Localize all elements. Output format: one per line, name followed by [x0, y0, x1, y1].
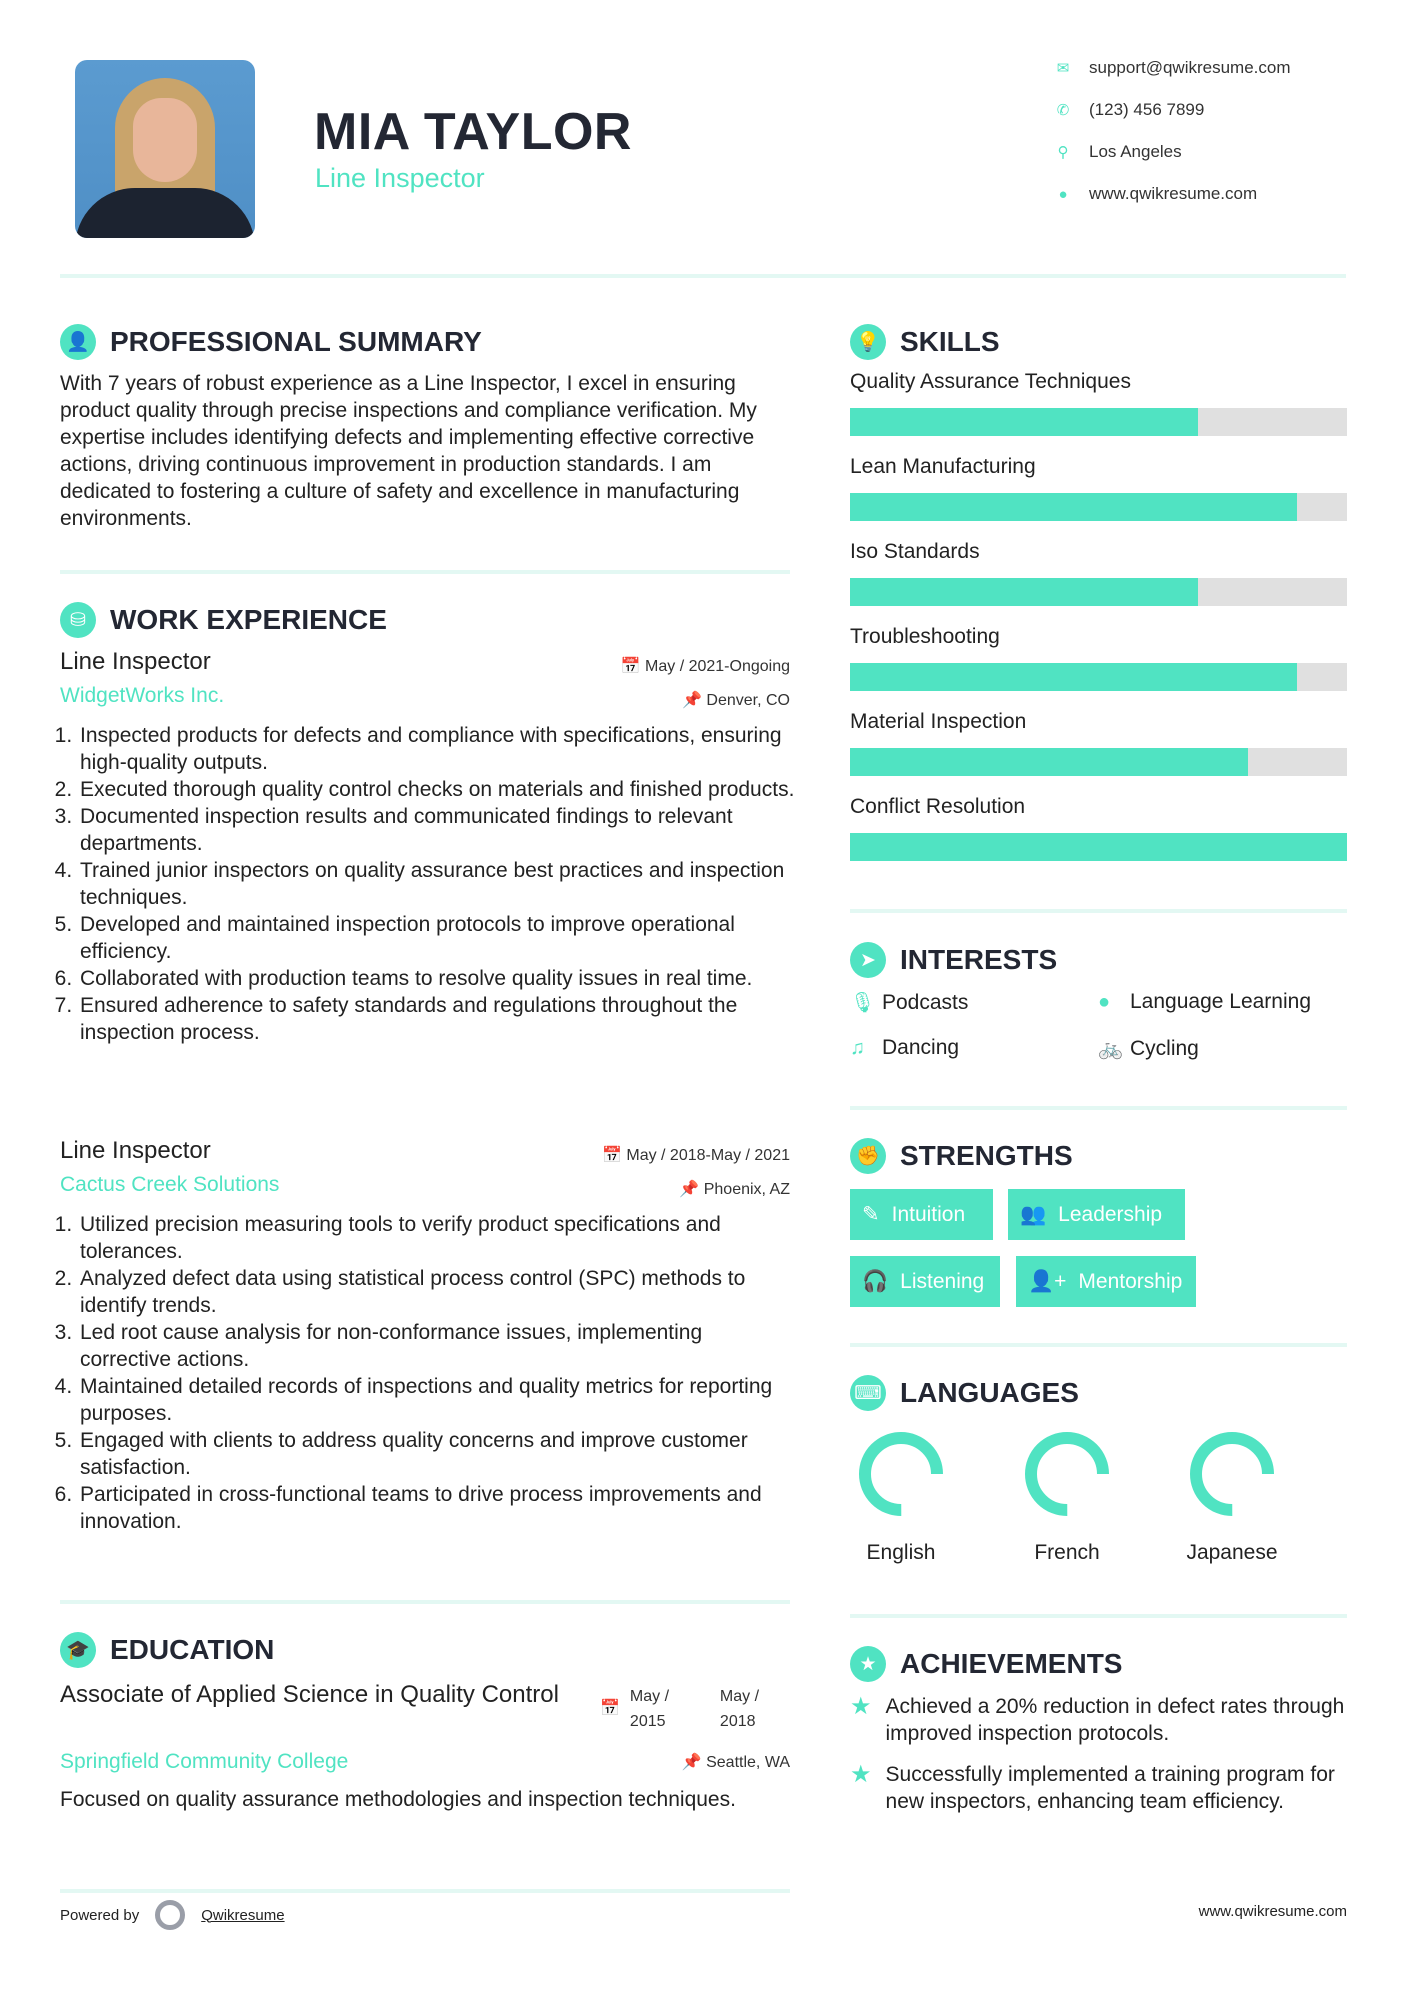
job-bullet: 5. Engaged with clients to address quality concerns and improve customer satisfaction.	[78, 1427, 795, 1481]
language-icon: ⌨	[850, 1375, 886, 1411]
footer-website[interactable]: www.qwikresume.com	[1198, 1903, 1347, 1920]
language-level-ring	[1186, 1428, 1278, 1520]
job-bullets	[60, 722, 795, 1046]
work-heading	[60, 602, 387, 638]
job-bullet: 7. Ensured adherence to safety standards and regulations throughout the inspection process.	[78, 992, 795, 1046]
qwikresume-logo-icon	[155, 1900, 185, 1930]
job-bullet: 2. Analyzed defect data using statistical process control (SPC) methods to identify trends.	[78, 1265, 795, 1319]
skill-name: Material Inspection	[850, 710, 1027, 733]
strength-tag	[1008, 1189, 1185, 1240]
language-item	[831, 1428, 971, 1565]
calendar-icon: 📅	[601, 1147, 627, 1164]
achievement-text: Achieved a 20% reduction in defect rates through improved inspection protocols.	[885, 1695, 1345, 1745]
section-title: WORK EXPERIENCE	[110, 604, 387, 635]
interest-item	[1098, 1036, 1199, 1061]
language-level-ring	[855, 1428, 947, 1520]
chair-icon: ⛁	[60, 602, 96, 638]
star-badge-icon: ★	[850, 1646, 886, 1682]
languages-heading	[850, 1375, 1079, 1411]
skill-name: Conflict Resolution	[850, 795, 1026, 818]
strength-tag	[1016, 1256, 1196, 1307]
job-date	[602, 1145, 790, 1165]
education-heading	[60, 1632, 274, 1668]
skills-list	[850, 370, 1347, 880]
education-dates	[600, 1684, 780, 1734]
strength-label: Leadership	[1058, 1202, 1163, 1226]
strengths-heading	[850, 1138, 1073, 1174]
section-title: LANGUAGES	[900, 1377, 1079, 1408]
map-pin-icon: ⚲	[1057, 144, 1069, 161]
section-title: EDUCATION	[110, 1634, 275, 1665]
skill-bar	[850, 833, 1347, 861]
contact-text: support@qwikresume.com	[1089, 58, 1291, 77]
job-date	[621, 656, 790, 676]
music-icon: ♫	[850, 1036, 865, 1059]
powered-by	[60, 1900, 285, 1930]
contact-location	[1055, 142, 1182, 162]
job-bullet: 5. Developed and maintained inspection protocols to improve operational efficiency.	[78, 911, 795, 965]
strength-label: Listening	[900, 1269, 985, 1293]
skill-name: Iso Standards	[850, 540, 980, 563]
language-name: English	[866, 1541, 936, 1564]
skill-bar-fill	[850, 408, 1198, 436]
skill-name: Troubleshooting	[850, 625, 1000, 648]
divider	[60, 1889, 790, 1893]
job-bullet: 6. Participated in cross-functional teams to drive process improvements and innovation.	[78, 1481, 795, 1535]
skill-bar-fill	[850, 748, 1248, 776]
microphone-icon: 🎙	[850, 992, 876, 1014]
strength-tag	[850, 1256, 1000, 1307]
contact-website[interactable]	[1055, 184, 1257, 204]
job-bullet: 1. Utilized precision measuring tools to verify product specifications and tolerances.	[78, 1211, 795, 1265]
section-title: SKILLS	[900, 326, 1000, 357]
interests-heading	[850, 942, 1057, 978]
section-title: STRENGTHS	[900, 1140, 1073, 1171]
calendar-icon: 📅	[600, 1700, 620, 1717]
skill-item	[850, 370, 1347, 455]
fist-icon: ✊	[850, 1138, 886, 1174]
user-plus-icon: 👤+	[1028, 1269, 1067, 1293]
skill-bar-fill	[850, 578, 1198, 606]
job-bullet: 1. Inspected products for defects and compliance with specifications, ensuring high-quality outputs.	[78, 722, 795, 776]
brand-link[interactable]: Qwikresume	[201, 1906, 285, 1924]
divider	[60, 570, 790, 574]
section-title: PROFESSIONAL SUMMARY	[110, 326, 482, 357]
skill-bar	[850, 493, 1347, 521]
skill-bar	[850, 408, 1347, 436]
interest-label: Language Learning	[1130, 990, 1312, 1013]
skill-item	[850, 625, 1347, 710]
language-name: French	[1034, 1541, 1100, 1564]
achievements-heading	[850, 1646, 1122, 1682]
skill-bar	[850, 663, 1347, 691]
divider	[850, 1106, 1347, 1110]
skill-bar-fill	[850, 663, 1297, 691]
calendar-icon: 📅	[620, 658, 646, 675]
location-text: Denver, CO	[706, 692, 790, 709]
date-text: May / 2021-Ongoing	[645, 658, 790, 675]
job-bullet: 3. Documented inspection results and communicated findings to relevant departments.	[78, 803, 795, 857]
headphones-icon: 🎧	[862, 1269, 889, 1293]
candidate-role: Line Inspector	[315, 163, 485, 193]
globe-icon: ●	[1098, 990, 1111, 1013]
language-item	[1162, 1428, 1302, 1565]
company-name: WidgetWorks Inc.	[60, 684, 225, 707]
strength-label: Intuition	[891, 1202, 966, 1226]
skills-heading	[850, 324, 1000, 360]
summary-text: With 7 years of robust experience as a Line Inspector, I excel in ensuring product quality through precise inspections and compliance verification. My expertise includes identifying defects and implementing effective corrective actions, driving continuous improvement in production standards. I am dedicated to fostering a culture of safety and excellence in manufacturing environments.	[60, 372, 757, 530]
divider	[850, 1614, 1347, 1618]
location-text: Seattle, WA	[706, 1754, 790, 1771]
education-text: Focused on quality assurance methodologies and inspection techniques.	[60, 1788, 736, 1811]
job-bullet: 4. Maintained detailed records of inspections and quality metrics for reporting purposes.	[78, 1373, 795, 1427]
skill-item	[850, 795, 1347, 880]
envelope-icon: ✉	[1056, 60, 1070, 77]
date-text: May / 2018-May / 2021	[626, 1147, 790, 1164]
powered-label: Powered by	[60, 1906, 140, 1924]
skill-name: Quality Assurance Techniques	[850, 370, 1131, 393]
job-bullet: 2. Executed thorough quality control checks on materials and finished products.	[78, 776, 795, 803]
job-bullets	[60, 1211, 795, 1535]
divider	[60, 1600, 790, 1604]
job-bullet: 6. Collaborated with production teams to resolve quality issues in real time.	[78, 965, 795, 992]
paper-plane-icon: ➤	[850, 942, 886, 978]
skill-item	[850, 710, 1347, 795]
header-divider	[60, 274, 1346, 278]
skill-bar-fill	[850, 493, 1297, 521]
profile-photo	[75, 60, 255, 238]
section-title: INTERESTS	[900, 944, 1058, 975]
divider	[850, 1343, 1347, 1347]
job-bullet: 3. Led root cause analysis for non-conformance issues, implementing corrective actions.	[78, 1319, 795, 1373]
star-icon: ★	[850, 1693, 872, 1720]
interest-label: Dancing	[882, 1036, 960, 1059]
education-location	[682, 1752, 790, 1772]
interest-item	[850, 1036, 959, 1060]
job-title: Line Inspector	[60, 1137, 211, 1164]
job-title: Line Inspector	[60, 648, 211, 675]
globe-icon: ●	[1058, 185, 1068, 203]
skill-name: Lean Manufacturing	[850, 455, 1036, 478]
language-item	[997, 1428, 1137, 1565]
start-date: May / 2015	[629, 1688, 670, 1730]
lightbulb-icon: 💡	[850, 324, 886, 360]
location-text: Phoenix, AZ	[703, 1181, 790, 1198]
skill-item	[850, 455, 1347, 540]
interest-label: Cycling	[1130, 1036, 1199, 1060]
strength-tag	[850, 1189, 993, 1240]
contact-text: Los Angeles	[1089, 142, 1182, 161]
contact-text: (123) 456 7899	[1089, 100, 1205, 119]
star-icon: ★	[850, 1761, 872, 1788]
user-icon: 👤	[60, 324, 96, 360]
strength-label: Mentorship	[1078, 1269, 1183, 1293]
divider	[850, 909, 1347, 913]
skill-item	[850, 540, 1347, 625]
language-level-ring	[1021, 1428, 1113, 1520]
language-name: Japanese	[1186, 1541, 1278, 1564]
school-name: Springfield Community College	[60, 1750, 349, 1773]
interest-item	[850, 990, 968, 1015]
contact-text: www.qwikresume.com	[1089, 184, 1258, 203]
degree-title: Associate of Applied Science in Quality Control	[60, 1681, 559, 1708]
contact-email[interactable]	[1055, 58, 1291, 78]
graduation-icon: 🎓	[60, 1632, 96, 1668]
magic-wand-icon: ✎	[862, 1203, 880, 1226]
summary-heading	[60, 324, 482, 360]
section-title: ACHIEVEMENTS	[900, 1648, 1123, 1679]
job-1	[60, 648, 795, 1046]
skill-bar	[850, 748, 1347, 776]
contact-phone	[1055, 100, 1204, 120]
bicycle-icon: 🚲	[1098, 1038, 1123, 1060]
interest-label: Podcasts	[882, 990, 969, 1014]
pin-icon: 📌	[681, 1754, 707, 1771]
end-date: May / 2018	[719, 1688, 760, 1730]
achievement-item	[850, 1761, 1347, 1815]
achievement-text: Successfully implemented a training program for new inspectors, enhancing team efficiency.	[885, 1763, 1335, 1813]
phone-icon: ✆	[1056, 102, 1070, 119]
candidate-name: MIA TAYLOR	[314, 103, 632, 161]
pin-icon: 📌	[679, 1181, 704, 1198]
interest-item	[1098, 990, 1311, 1014]
skill-bar-fill	[850, 833, 1347, 861]
users-icon: 👥	[1020, 1202, 1047, 1226]
company-name: Cactus Creek Solutions	[60, 1173, 280, 1196]
job-location	[682, 690, 790, 710]
job-2	[60, 1137, 790, 1535]
job-bullet: 4. Trained junior inspectors on quality assurance best practices and inspection techniques.	[78, 857, 795, 911]
skill-bar	[850, 578, 1347, 606]
pin-icon: 📌	[682, 692, 707, 709]
achievement-item	[850, 1693, 1347, 1747]
job-location	[679, 1179, 790, 1199]
